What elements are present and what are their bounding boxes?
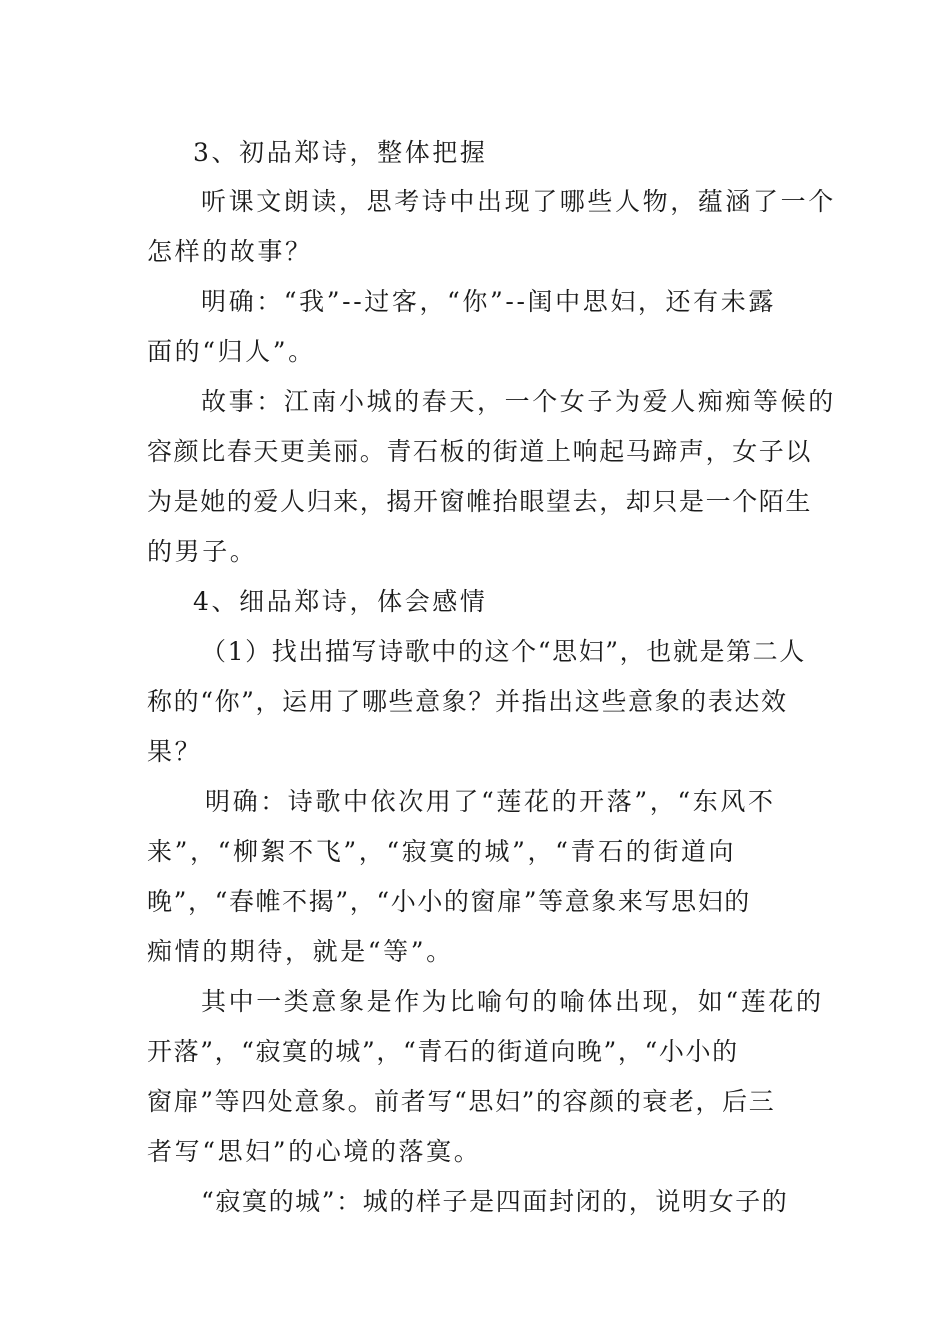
paragraph-line: 面的“归人”。 [147, 337, 316, 366]
paragraph-line: 痴情的期待，就是“等”。 [147, 937, 454, 966]
paragraph-line: 明确：诗歌中依次用了“莲花的开落”，“东风不 [205, 787, 776, 816]
paragraph-line: “寂寞的城”：城的样子是四面封闭的，说明女子的 [201, 1187, 789, 1216]
paragraph-line: 其中一类意象是作为比喻句的喻体出现，如“莲花的 [201, 987, 824, 1016]
paragraph-line: 为是她的爱人归来，揭开窗帷抬眼望去，却只是一个陌生 [147, 487, 813, 516]
paragraph-line: 开落”，“寂寞的城”，“青石的街道向晚”，“小小的 [147, 1037, 739, 1066]
paragraph-line: 称的“你”，运用了哪些意象？并指出这些意象的表达效 [147, 687, 788, 716]
paragraph-line: （1）找出描写诗歌中的这个“思妇”，也就是第二人 [201, 637, 806, 666]
paragraph-line: 者写“思妇”的心境的落寞。 [147, 1137, 482, 1166]
paragraph-line: 故事：江南小城的春天，一个女子为爱人痴痴等候的 [201, 387, 836, 416]
paragraph-line: 容颜比春天更美丽。青石板的街道上响起马蹄声，女子以 [147, 437, 813, 466]
paragraph-line: 明确：“我”--过客，“你”--闺中思妇，还有未露 [201, 287, 776, 316]
paragraph-line: 窗扉”等四处意象。前者写“思妇”的容颜的衰老，后三 [147, 1087, 776, 1116]
section-heading-3: 3、初品郑诗，整体把握 [193, 138, 488, 167]
paragraph-line: 果？ [147, 737, 203, 766]
paragraph-line: 听课文朗读，思考诗中出现了哪些人物，蕴涵了一个 [201, 187, 836, 216]
section-heading-4: 4、细品郑诗，体会感情 [193, 587, 488, 616]
paragraph-line: 来”，“柳絮不飞”，“寂寞的城”，“青石的街道向 [147, 837, 737, 866]
paragraph-line: 怎样的故事？ [147, 237, 313, 266]
paragraph-line: 晚”，“春帷不揭”，“小小的窗扉”等意象来写思妇的 [147, 887, 751, 916]
paragraph-line: 的男子。 [147, 537, 258, 566]
